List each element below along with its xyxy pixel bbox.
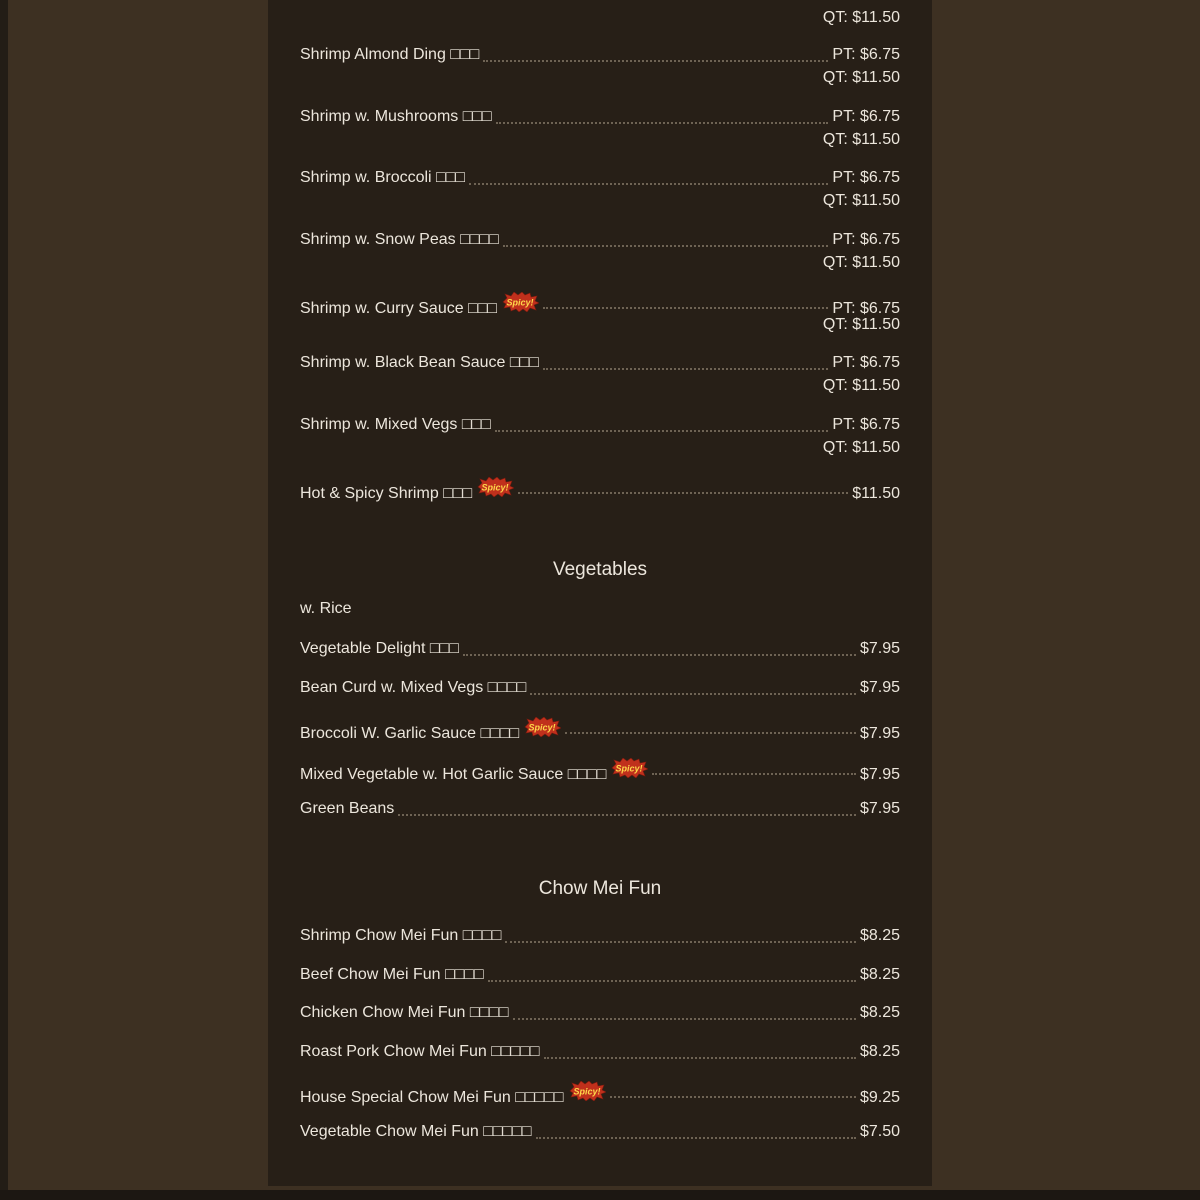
menu-item-line — [300, 46, 900, 68]
menu-item-line — [300, 231, 900, 253]
menu-item — [300, 108, 900, 153]
menu-item-price-qt: QT: $11.50 — [822, 254, 900, 271]
menu-item-line — [300, 759, 900, 781]
dot-leader — [505, 927, 856, 943]
dot-leader — [543, 293, 828, 309]
spicy-badge-label: Spicy! — [573, 1086, 601, 1097]
menu-item-name: Beef Chow Mei Fun □□□□ — [300, 966, 484, 983]
menu-item — [300, 354, 900, 399]
menu-item-name: Shrimp w. Broccoli □□□ — [300, 169, 466, 186]
menu-item-name: Broccoli W. Garlic Sauce □□□□ — [300, 725, 520, 742]
menu-item-price-qt: QT: $11.50 — [822, 131, 900, 148]
menu-item-name: Shrimp w. Snow Peas □□□□ — [300, 231, 499, 248]
menu-item — [300, 966, 900, 988]
menu-item — [300, 1043, 900, 1065]
menu-item-line — [300, 108, 900, 130]
menu-item-name: Bean Curd w. Mixed Vegs □□□□ — [300, 679, 527, 696]
menu-item-price: $11.50 — [852, 485, 900, 502]
menu-item-price-pt: PT: $6.75 — [832, 300, 900, 317]
spicy-badge-icon — [610, 758, 648, 778]
menu-item-line — [300, 1123, 900, 1145]
menu-item — [300, 927, 900, 949]
menu-item-line — [300, 718, 900, 740]
menu-item-name: Green Beans — [300, 800, 395, 817]
menu-item-line — [300, 1004, 900, 1026]
menu-item — [300, 169, 900, 214]
menu-item-line — [300, 1043, 900, 1065]
menu-item-name: Chicken Chow Mei Fun □□□□ — [300, 1004, 509, 1021]
spicy-badge-label: Spicy! — [481, 482, 509, 493]
menu-item — [300, 718, 900, 740]
menu-item-price: $7.95 — [859, 800, 900, 817]
item-price-qt: QT: $11.50 — [822, 9, 900, 26]
menu-item-line — [300, 478, 900, 500]
menu-item-line — [300, 640, 900, 662]
menu-item-line — [300, 800, 900, 822]
menu-item-price-pt: PT: $6.75 — [832, 416, 900, 433]
menu-item — [300, 1004, 900, 1026]
menu-item-price-pt: PT: $6.75 — [832, 46, 900, 63]
dot-leader — [536, 1123, 856, 1139]
menu-item-name: Mixed Vegetable w. Hot Garlic Sauce □□□□ — [300, 766, 607, 783]
spicy-badge-label: Spicy! — [506, 297, 534, 308]
menu-item-price: $7.95 — [859, 725, 900, 742]
menu-item-price: $8.25 — [859, 1043, 900, 1060]
menu-item — [300, 640, 900, 662]
menu-item-price: $8.25 — [859, 927, 900, 944]
menu-item-name: Shrimp Chow Mei Fun □□□□ — [300, 927, 502, 944]
menu-item-price-qt: QT: $11.50 — [822, 69, 900, 86]
spicy-badge-label: Spicy! — [615, 763, 643, 774]
menu-item-price: $7.95 — [859, 766, 900, 783]
dot-leader — [398, 800, 856, 816]
dot-leader — [518, 478, 848, 494]
dot-leader — [543, 354, 829, 370]
menu-panel — [268, 0, 932, 1186]
menu-item-line — [300, 293, 900, 315]
menu-item — [300, 231, 900, 276]
dot-leader — [463, 640, 856, 656]
menu-item-line — [300, 927, 900, 949]
menu-item-price: $9.25 — [859, 1089, 900, 1106]
dot-leader — [483, 46, 828, 62]
dot-leader — [565, 718, 856, 734]
menu-item-name: House Special Chow Mei Fun □□□□□ — [300, 1089, 564, 1106]
menu-item-price-qt: QT: $11.50 — [822, 439, 900, 456]
menu-item-price-pt: PT: $6.75 — [832, 108, 900, 125]
menu-item-line — [300, 416, 900, 438]
left-edge-strip — [0, 0, 8, 1190]
menu-item-line — [300, 169, 900, 191]
bottom-bar — [0, 1190, 1200, 1200]
menu-item-name: Shrimp w. Curry Sauce □□□ — [300, 300, 498, 317]
menu-item-price-qt: QT: $11.50 — [822, 192, 900, 209]
section-title-vegetables: Vegetables — [552, 559, 648, 580]
menu-item-line — [300, 679, 900, 701]
dot-leader — [610, 1082, 856, 1098]
menu-item — [300, 293, 900, 338]
menu-item-line — [300, 966, 900, 988]
spicy-badge-icon — [476, 477, 514, 497]
menu-item-name: Hot & Spicy Shrimp □□□ — [300, 485, 473, 502]
menu-item — [300, 46, 900, 91]
menu-item-name: Vegetable Chow Mei Fun □□□□□ — [300, 1123, 532, 1140]
dot-leader — [495, 416, 829, 432]
menu-item — [300, 759, 900, 781]
dot-leader — [652, 759, 856, 775]
dot-leader — [488, 966, 856, 982]
menu-item-name: Roast Pork Chow Mei Fun □□□□□ — [300, 1043, 540, 1060]
menu-item-price-qt: QT: $11.50 — [822, 316, 900, 333]
dot-leader — [513, 1004, 856, 1020]
menu-item-price: $7.95 — [859, 679, 900, 696]
dot-leader — [469, 169, 828, 185]
menu-item-price-pt: PT: $6.75 — [832, 354, 900, 371]
menu-item-price: $8.25 — [859, 1004, 900, 1021]
spicy-badge-icon — [501, 292, 539, 312]
menu-item-name: Shrimp w. Mushrooms □□□ — [300, 108, 492, 125]
menu-item-line — [300, 354, 900, 376]
menu-item-price: $7.50 — [859, 1123, 900, 1140]
dot-leader — [496, 108, 829, 124]
menu-item-name: Shrimp w. Mixed Vegs □□□ — [300, 416, 491, 433]
menu-item-line — [300, 1082, 900, 1104]
menu-item-name: Vegetable Delight □□□ — [300, 640, 459, 657]
menu-item — [300, 478, 900, 500]
menu-item — [300, 1082, 900, 1104]
menu-item-price: $7.95 — [859, 640, 900, 657]
dot-leader — [544, 1043, 856, 1059]
section-note: w. Rice — [300, 600, 352, 617]
spicy-badge-label: Spicy! — [528, 722, 556, 733]
dot-leader — [503, 231, 829, 247]
dot-leader — [530, 679, 856, 695]
section-title-chow-mei-fun: Chow Mei Fun — [538, 878, 662, 899]
menu-item — [300, 800, 900, 822]
menu-item-price-pt: PT: $6.75 — [832, 231, 900, 248]
menu-item — [300, 416, 900, 461]
spicy-badge-icon — [568, 1081, 606, 1101]
menu-item-price-qt: QT: $11.50 — [822, 377, 900, 394]
menu-item-price-pt: PT: $6.75 — [832, 169, 900, 186]
menu-item — [300, 1123, 900, 1145]
menu-item-name: Shrimp Almond Ding □□□ — [300, 46, 480, 63]
menu-item-price: $8.25 — [859, 966, 900, 983]
menu-item-cutoff — [300, 8, 900, 31]
spicy-badge-icon — [523, 717, 561, 737]
menu-item-name: Shrimp w. Black Bean Sauce □□□ — [300, 354, 539, 371]
menu-item — [300, 679, 900, 701]
